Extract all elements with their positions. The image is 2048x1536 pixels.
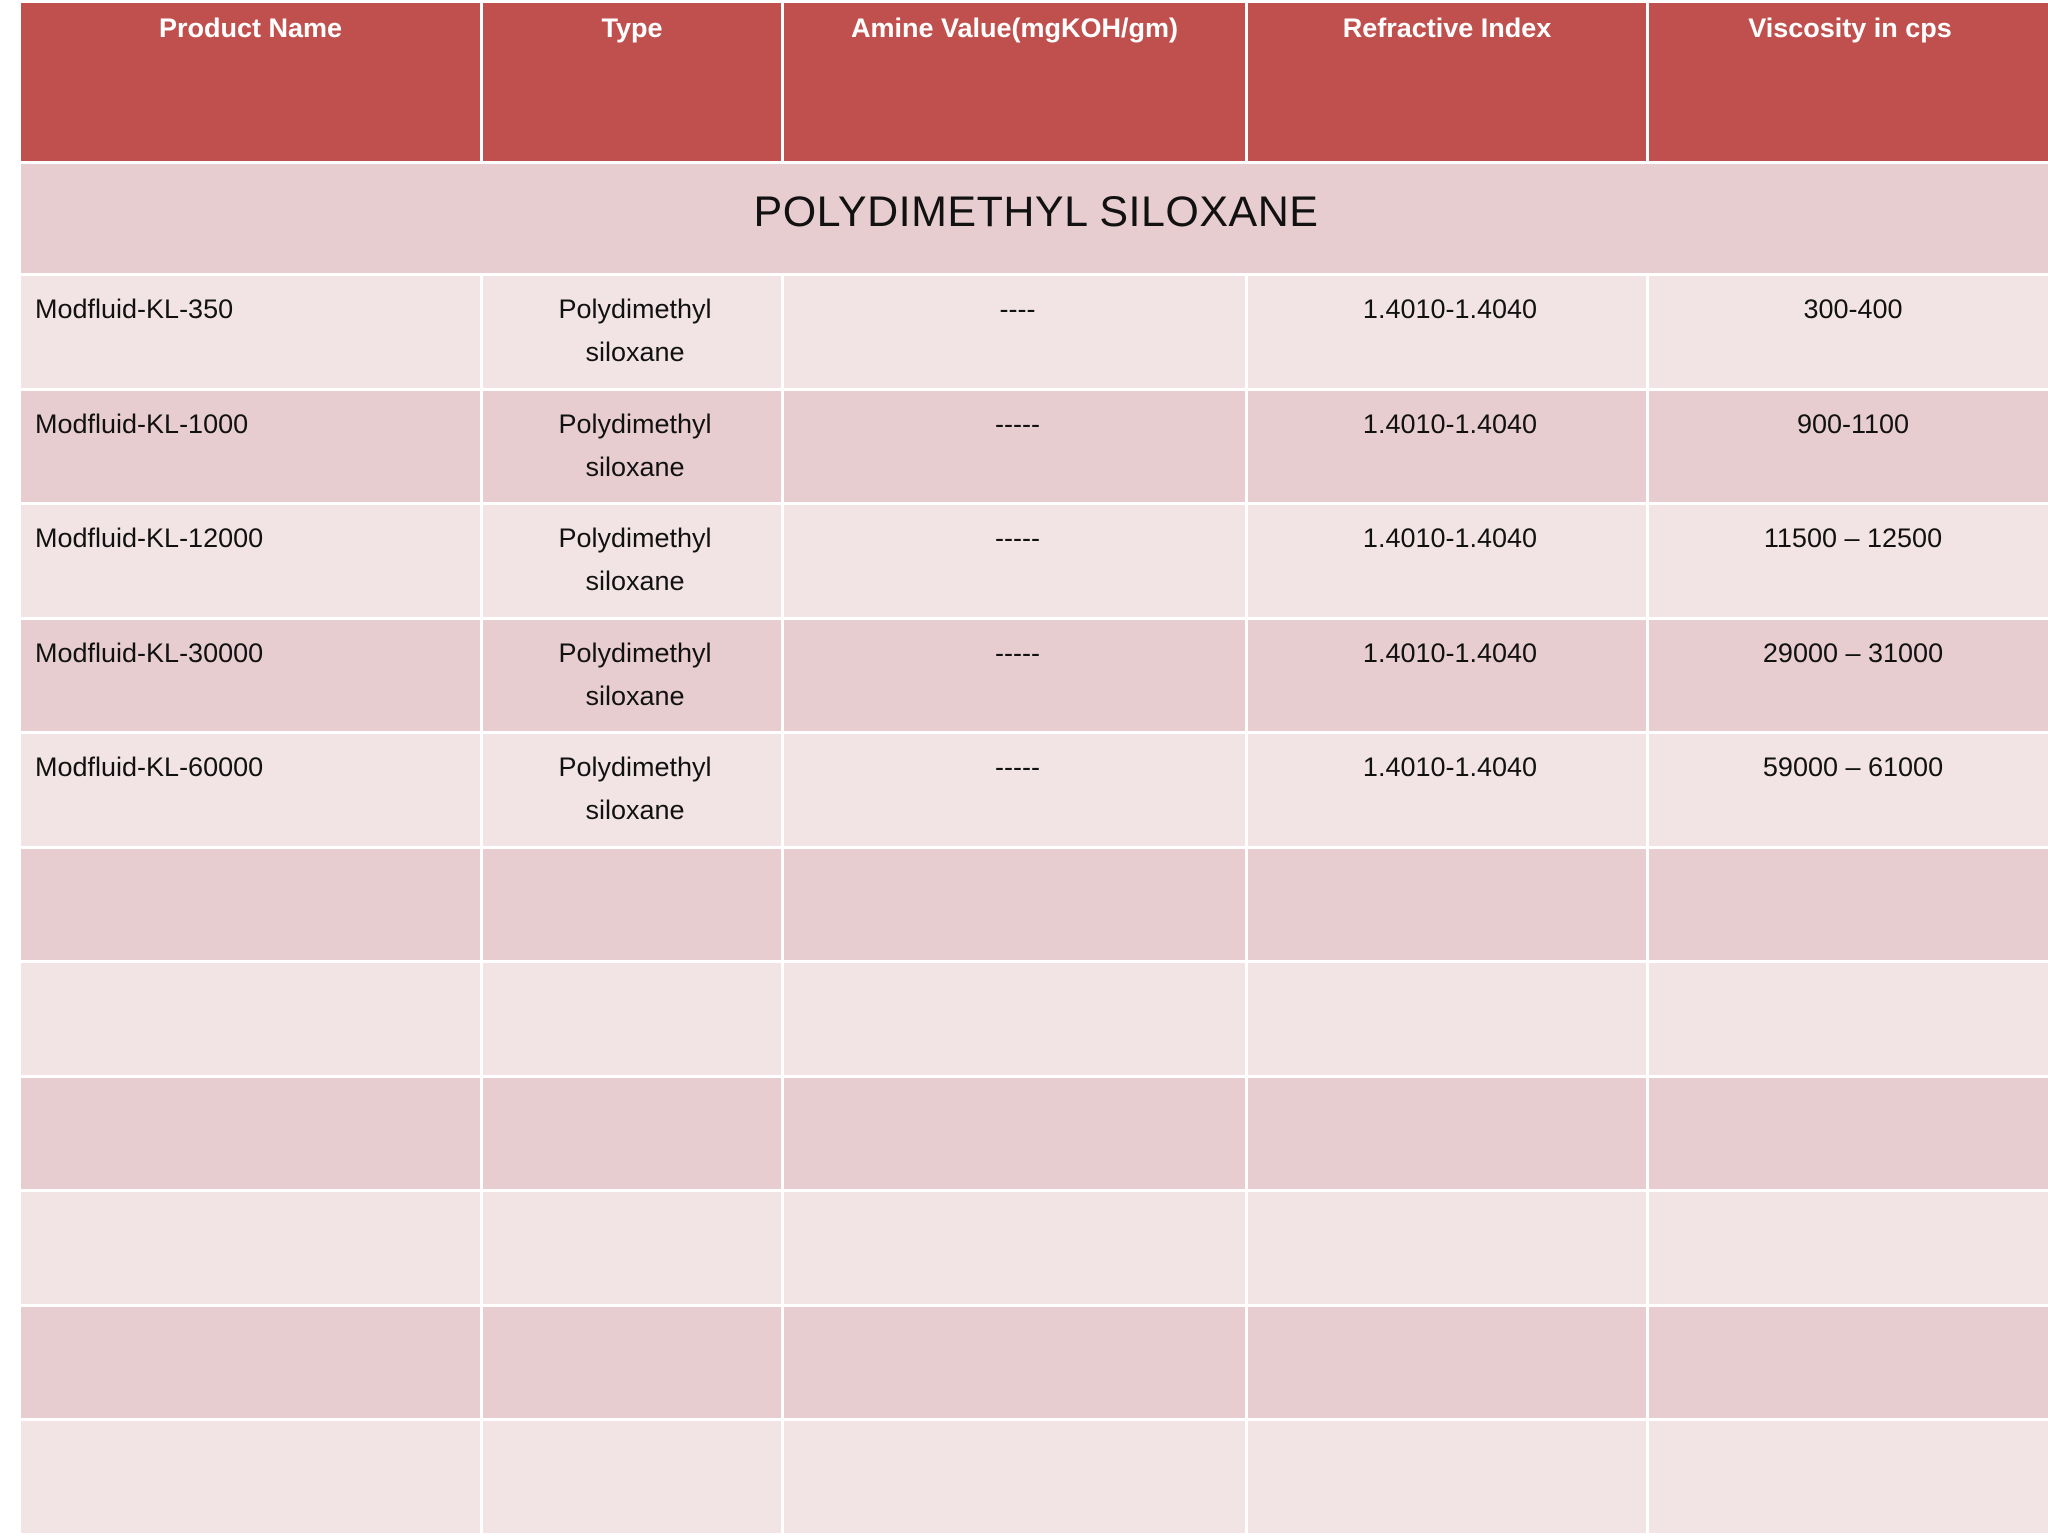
table-row	[21, 391, 2048, 503]
header-type: Type	[483, 3, 781, 161]
cell-viscosity	[1649, 1307, 2048, 1419]
cell-product-name: Modfluid-KL-30000	[21, 620, 480, 732]
cell-type-line1: Polydimethyl	[558, 752, 712, 783]
header-refractive-index: Refractive Index	[1248, 3, 1646, 161]
cell-refractive-index: 1.4010-1.4040	[1248, 505, 1646, 617]
cell-product-name	[21, 1421, 480, 1533]
cell-type	[483, 505, 781, 617]
cell-refractive-index	[1248, 1307, 1646, 1419]
header-viscosity: Viscosity in cps	[1649, 3, 2048, 161]
cell-product-name: Modfluid-KL-1000	[21, 391, 480, 503]
cell-type	[483, 734, 781, 846]
cell-type-line1: Polydimethyl	[558, 637, 712, 668]
cell-viscosity	[1649, 1421, 2048, 1533]
cell-viscosity: 11500 – 12500	[1649, 505, 2048, 617]
cell-type	[483, 391, 781, 503]
cell-viscosity	[1649, 1192, 2048, 1304]
cell-refractive-index	[1248, 1078, 1646, 1190]
table-row	[21, 1421, 2048, 1533]
cell-amine-value: -----	[784, 391, 1245, 503]
cell-product-name: Modfluid-KL-12000	[21, 505, 480, 617]
cell-type-line2: siloxane	[585, 337, 685, 368]
cell-product-name	[21, 1307, 480, 1419]
cell-refractive-index	[1248, 963, 1646, 1075]
cell-amine-value: -----	[784, 505, 1245, 617]
cell-refractive-index: 1.4010-1.4040	[1248, 620, 1646, 732]
cell-amine-value	[784, 963, 1245, 1075]
product-spec-table	[18, 0, 2048, 1536]
cell-amine-value	[784, 1192, 1245, 1304]
cell-refractive-index	[1248, 1192, 1646, 1304]
cell-viscosity	[1649, 963, 2048, 1075]
table-header	[21, 3, 2048, 161]
cell-type	[483, 1421, 781, 1533]
cell-product-name	[21, 963, 480, 1075]
table-row	[21, 620, 2048, 732]
cell-amine-value	[784, 1078, 1245, 1190]
cell-amine-value: ----	[784, 276, 1245, 388]
cell-amine-value	[784, 1307, 1245, 1419]
cell-amine-value	[784, 849, 1245, 961]
cell-viscosity	[1649, 1078, 2048, 1190]
cell-type-line1: Polydimethyl	[558, 523, 712, 554]
cell-product-name	[21, 1192, 480, 1304]
table-body	[21, 164, 2048, 1533]
cell-product-name	[21, 1078, 480, 1190]
cell-amine-value	[784, 1421, 1245, 1533]
section-row	[21, 164, 2048, 273]
cell-refractive-index	[1248, 1421, 1646, 1533]
cell-type	[483, 963, 781, 1075]
cell-refractive-index	[1248, 849, 1646, 961]
cell-viscosity	[1649, 849, 2048, 961]
table-row	[21, 1078, 2048, 1190]
section-title: POLYDIMETHYL SILOXANE	[21, 164, 2048, 273]
cell-type	[483, 276, 781, 388]
table-row	[21, 734, 2048, 846]
cell-type-line2: siloxane	[585, 795, 685, 826]
cell-type-line1: Polydimethyl	[558, 294, 712, 325]
cell-viscosity: 300-400	[1649, 276, 2048, 388]
table-row	[21, 1192, 2048, 1304]
cell-amine-value: -----	[784, 620, 1245, 732]
cell-refractive-index: 1.4010-1.4040	[1248, 734, 1646, 846]
cell-viscosity: 900-1100	[1649, 391, 2048, 503]
cell-viscosity: 29000 – 31000	[1649, 620, 2048, 732]
cell-type	[483, 849, 781, 961]
cell-viscosity: 59000 – 61000	[1649, 734, 2048, 846]
header-row	[21, 3, 2048, 161]
cell-product-name	[21, 849, 480, 961]
table-row	[21, 276, 2048, 388]
table-row	[21, 505, 2048, 617]
table-row	[21, 1307, 2048, 1419]
cell-type	[483, 1192, 781, 1304]
cell-amine-value: -----	[784, 734, 1245, 846]
cell-type	[483, 1307, 781, 1419]
header-amine-value: Amine Value(mgKOH/gm)	[784, 3, 1245, 161]
cell-product-name: Modfluid-KL-350	[21, 276, 480, 388]
table-row	[21, 963, 2048, 1075]
cell-type-line2: siloxane	[585, 680, 685, 711]
cell-type-line1: Polydimethyl	[558, 408, 712, 439]
table-row	[21, 849, 2048, 961]
header-product-name: Product Name	[21, 3, 480, 161]
cell-type-line2: siloxane	[585, 566, 685, 597]
cell-type-line2: siloxane	[585, 451, 685, 482]
cell-refractive-index: 1.4010-1.4040	[1248, 276, 1646, 388]
cell-refractive-index: 1.4010-1.4040	[1248, 391, 1646, 503]
cell-product-name: Modfluid-KL-60000	[21, 734, 480, 846]
cell-type	[483, 1078, 781, 1190]
cell-type	[483, 620, 781, 732]
